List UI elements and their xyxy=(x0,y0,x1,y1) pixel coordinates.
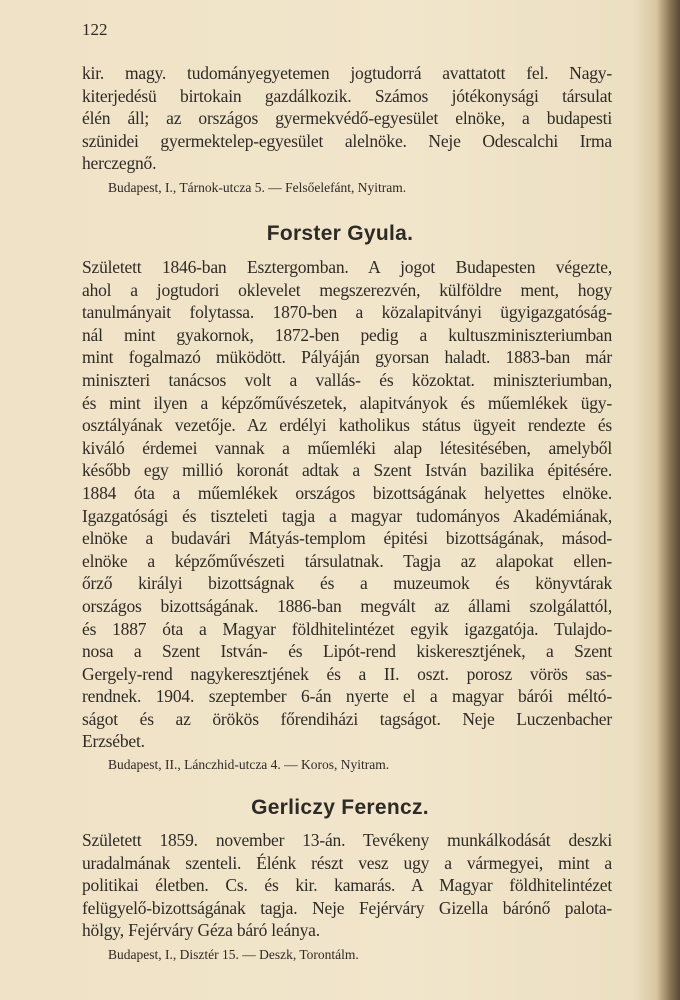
entry-address: Budapest, I., Disztér 15. — Deszk, Torontálm. xyxy=(108,947,359,962)
entry-address: Budapest, I., Tárnok-utcza 5. — Felsőelefánt, Nyitram. xyxy=(108,180,407,195)
text-line: rendnek. 1904. szeptember 6-án nyerte el a magyar bárói méltó- xyxy=(82,686,612,707)
text-line: nosa a Szent István- és Lipót-rend kiskeresztjének, a Szent xyxy=(82,641,612,662)
entry-paragraph xyxy=(82,829,612,942)
entry-heading: Gerliczy Ferencz. xyxy=(251,796,429,819)
text-line: politikai életben. Cs. és kir. kamarás. A Magyar földhitelintézet xyxy=(82,875,612,896)
text-line: kir. magy. tudományegyetemen jogtudorrá avattatott fel. Nagy- xyxy=(82,63,612,83)
text-line: elnöke a képzőművészeti társulatnak. Tagja az alapokat ellen- xyxy=(82,550,612,571)
text-line: Született 1859. november 13-án. Tevékeny munkálkodását deszki xyxy=(82,830,612,850)
text-line: nál mint gyakornok, 1872-ben pedig a kultuszminiszteriumban xyxy=(82,324,612,345)
entry-heading: Forster Gyula. xyxy=(266,222,414,245)
text-line: osztályának vezetője. Az erdélyi katholikus státus ügyeit rendezte és xyxy=(82,415,612,436)
text-line: ságot és az örökös főrendiházi tagságot. Neje Luczenbacher xyxy=(82,708,612,729)
text-line: ahol a jogtudori oklevelet megszerezvén, külföldre ment, hogy xyxy=(82,279,612,300)
text-line: Született 1846-ban Esztergomban. A jogot Budapesten végezte, xyxy=(82,257,612,277)
text-line: kiterjedésü birtokain gazdálkozik. Számos jótékonysági társulat xyxy=(82,85,612,106)
text-line: felügyelő-bizottságának tagja. Neje Fejérváry Gizella bárónő palota- xyxy=(82,897,612,918)
text-line: élén áll; az országos gyermekvédő-egyesület elnöke, a budapesti xyxy=(82,108,612,129)
text-line: és mint ilyen a képzőművészetek, alapitványok és műemlékek ügy- xyxy=(82,392,612,413)
entry-paragraph xyxy=(82,62,612,175)
text-line: szünidei gyermektelep-egyesület alelnöke. Neje Odescalchi Irma xyxy=(82,130,612,151)
text-line: uradalmának szenteli. Élénk részt vesz ugy a vármegyei, mint a xyxy=(82,852,612,873)
text-line: 1884 óta a műemlékek országos bizottságának helyettes elnöke. xyxy=(82,482,612,503)
text-line: Gergely-rend nagykeresztjének és a II. oszt. porosz vörös sas- xyxy=(82,663,612,684)
text-line: Igazgatósági és tiszteleti tagja a magyar tudományos Akadémiának, xyxy=(82,505,612,526)
text-line: később egy millió koronát adtak a Szent István bazilika épitésére. xyxy=(82,460,612,481)
text-line: őrző királyi bizottságnak és a muzeumok és könyvtárak xyxy=(82,573,612,594)
text-line: országos bizottságának. 1886-ban megvált az állami szolgálattól, xyxy=(82,595,612,616)
text-line: mint fogalmazó müködött. Pályáján gyorsan haladt. 1883-ban már xyxy=(82,347,612,368)
text-line: herczegnő. xyxy=(82,153,157,174)
text-line: elnöke a budavári Mátyás-templom épitési bizottságának, másod- xyxy=(82,528,612,549)
page-number: 122 xyxy=(82,20,108,39)
text-line: miniszteri tanácsos volt a vallás- és közoktat. miniszteriumban, xyxy=(82,369,612,390)
text-line: és 1887 óta a Magyar földhitelintézet egyik igazgatója. Tulajdo- xyxy=(82,618,612,639)
text-line: tanulmányait folytassa. 1870-ben a közalapitványi ügyigazgatóság- xyxy=(82,302,612,323)
entry-address: Budapest, II., Lánczhid-utcza 4. — Koros, Nyitram. xyxy=(108,757,390,772)
text-line: Erzsébet. xyxy=(82,731,145,752)
text-line: hölgy, Fejérváry Géza báró leánya. xyxy=(82,920,320,941)
text-line: kiváló érdemei vannak a műemléki alap létesitésében, amelyből xyxy=(82,437,612,458)
entry-paragraph xyxy=(82,256,612,753)
